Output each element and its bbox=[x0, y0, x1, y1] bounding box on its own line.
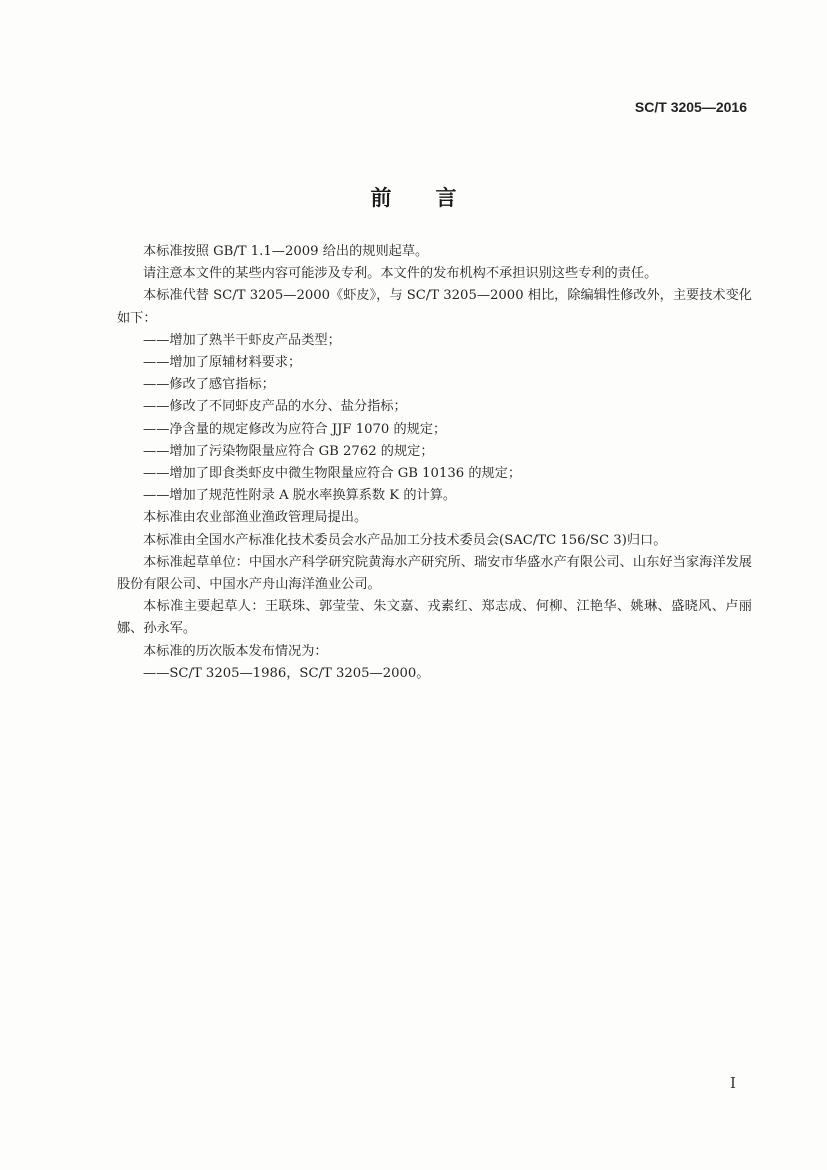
paragraph-drafting-units: 本标准起草单位：中国水产科学研究院黄海水产研究所、瑞安市华盛水产有限公司、山东好当家海洋发展股份有限公司、中国水产舟山海洋渔业公司。 bbox=[117, 554, 752, 593]
paragraph-committee: 本标准由全国水产标准化技术委员会水产品加工分技术委员会(SAC/TC 156/SC 3)归口。 bbox=[143, 532, 667, 548]
foreword-body bbox=[117, 241, 752, 685]
paragraph-drafting-rules: 本标准按照 GB/T 1.1—2009 给出的规则起草。 bbox=[143, 244, 429, 259]
paragraph-patent-notice: 请注意本文件的某些内容可能涉及专利。本文件的发布机构不承担识别这些专利的责任。 bbox=[143, 266, 658, 282]
list-item: ——修改了不同虾皮产品的水分、盐分指标； bbox=[143, 399, 407, 415]
list-item-history: ——SC/T 3205—1986，SC/T 3205—2000。 bbox=[143, 665, 430, 681]
page-number: I bbox=[730, 1074, 736, 1092]
paragraph-drafters: 本标准主要起草人：王联珠、郭莹莹、朱文嘉、戎素红、郑志成、何柳、江艳华、姚琳、盛晓风、卢丽娜、孙永军。 bbox=[117, 599, 752, 637]
list-item: ——净含量的规定修改为应符合 JJF 1070 的规定； bbox=[143, 421, 447, 437]
list-item: ——修改了感官指标； bbox=[143, 377, 275, 393]
list-item: ——增加了污染物限量应符合 GB 2762 的规定； bbox=[143, 443, 434, 459]
paragraph-proposer: 本标准由农业部渔业渔政管理局提出。 bbox=[143, 510, 368, 526]
standard-number: SC/T 3205—2016 bbox=[634, 99, 747, 115]
page-title: 前言 bbox=[370, 186, 501, 210]
paragraph-replacement: 本标准代替 SC/T 3205—2000《虾皮》，与 SC/T 3205—2000 相比，除编辑性修改外，主要技术变化如下： bbox=[117, 288, 752, 326]
list-item: ——增加了原辅材料要求； bbox=[143, 355, 302, 371]
changes-list bbox=[117, 330, 752, 508]
list-item: ——增加了即食类虾皮中微生物限量应符合 GB 10136 的规定； bbox=[143, 466, 522, 482]
list-item: ——增加了规范性附录 A 脱水率换算系数 K 的计算。 bbox=[143, 488, 457, 504]
list-item: ——增加了熟半干虾皮产品类型； bbox=[143, 332, 341, 348]
paragraph-history-intro: 本标准的历次版本发布情况为： bbox=[143, 643, 328, 659]
